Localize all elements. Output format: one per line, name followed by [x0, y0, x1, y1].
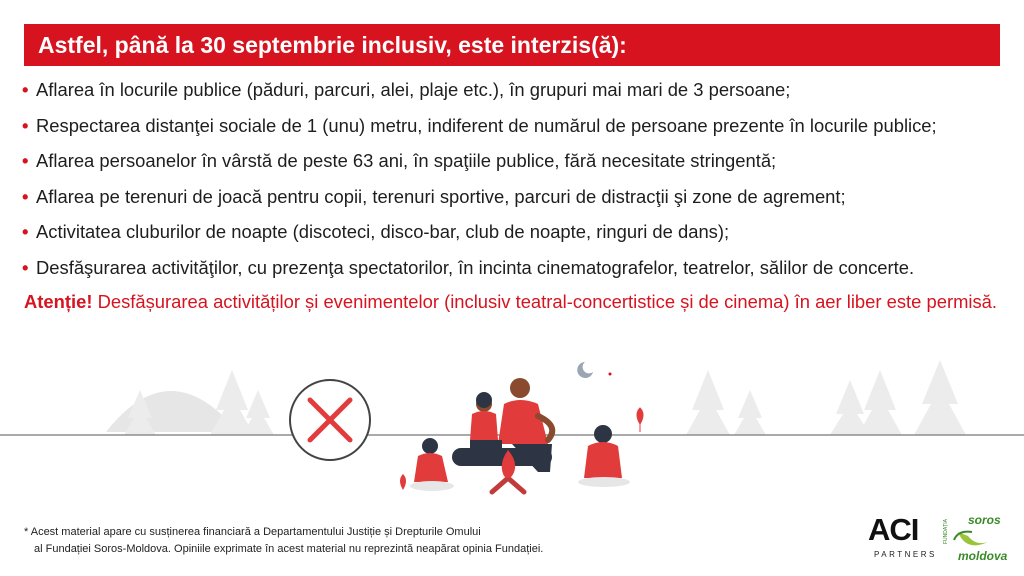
header-banner: [24, 24, 1000, 66]
attention-label: Atenție!: [24, 291, 93, 312]
child-figure: [470, 392, 502, 448]
footnote: [24, 524, 543, 558]
footnote-line-1: * Acest material apare cu susținerea financiară a Departamentului Justiție și Drepturile Omului: [24, 526, 481, 538]
plant-icon: [637, 408, 643, 432]
soros-logo-top-text: soros: [968, 513, 1001, 527]
soros-swirl-icon: [958, 532, 988, 545]
cross-in-circle-icon: [290, 380, 370, 460]
girl-figure: [410, 438, 454, 491]
attention-text: Desfășurarea activităților și evenimentelor (inclusiv teatral-concertistice și de cinema) în aer liber este permisă.: [92, 291, 998, 312]
footnote-line-2: al Fundației Soros-Moldova. Opiniile exprimate în acest material nu reprezintă neapărat opinia Fundației.: [34, 543, 544, 555]
bullet-dot-icon: •: [22, 185, 29, 207]
list-item-text: Activitatea cluburilor de noapte (discoteci, disco-bar, club de noapte, ringuri de dans);: [36, 221, 730, 242]
list-item: [22, 250, 1012, 286]
list-item: [22, 72, 1012, 108]
moon-icon: [577, 362, 593, 378]
list-item: [22, 108, 1012, 144]
tree-group: [124, 360, 966, 435]
soros-moldova-logo: [944, 508, 1010, 564]
bullet-dot-icon: •: [22, 79, 29, 100]
list-item-text: Desfăşurarea activităţilor, cu prezenţa spectatorilor, în incinta cinematografelor, teatrelor, sălilor de concerte.: [36, 256, 915, 278]
star-icon: [609, 373, 612, 376]
aci-logo-subtitle: PARTNERS: [874, 550, 937, 559]
bullet-dot-icon: •: [22, 150, 29, 171]
soros-logo-bottom-text: moldova: [958, 549, 1008, 563]
list-item-text: Respectarea distanţei sociale de 1 (unu) metru, indiferent de numărul de persoane prezente în locurile publice;: [36, 114, 937, 136]
list-item: [22, 143, 1012, 179]
bullet-dot-icon: •: [22, 221, 29, 242]
list-item: [22, 179, 1012, 215]
plant-icon: [400, 474, 406, 490]
list-item-text: Aflarea persoanelor în vârstă de peste 63 ani, în spaţiile publice, fără necesitate stringentă;: [36, 150, 777, 171]
list-item-text: Aflarea în locurile publice (păduri, parcuri, alei, plaje etc.), în grupuri mai mari de 3 persoane;: [36, 79, 791, 100]
aci-logo-mark: ACI: [868, 512, 919, 547]
boy-figure: [578, 425, 630, 487]
restrictions-list: [22, 72, 1012, 285]
header-title: Astfel, până la 30 septembrie inclusiv, este interzis(ă):: [38, 32, 627, 58]
list-item-text: Aflarea pe terenuri de joacă pentru copii, terenuri sportive, parcuri de distracţii şi zone de agrement;: [36, 185, 846, 207]
bullet-dot-icon: •: [22, 114, 29, 136]
soros-logo-side-text: FUNDAȚIA: [943, 519, 949, 544]
bullet-dot-icon: •: [22, 256, 29, 278]
aci-partners-logo: [868, 512, 937, 564]
list-item: [22, 214, 1012, 250]
attention-note: [24, 289, 1004, 315]
campfire-illustration: [0, 340, 1024, 520]
